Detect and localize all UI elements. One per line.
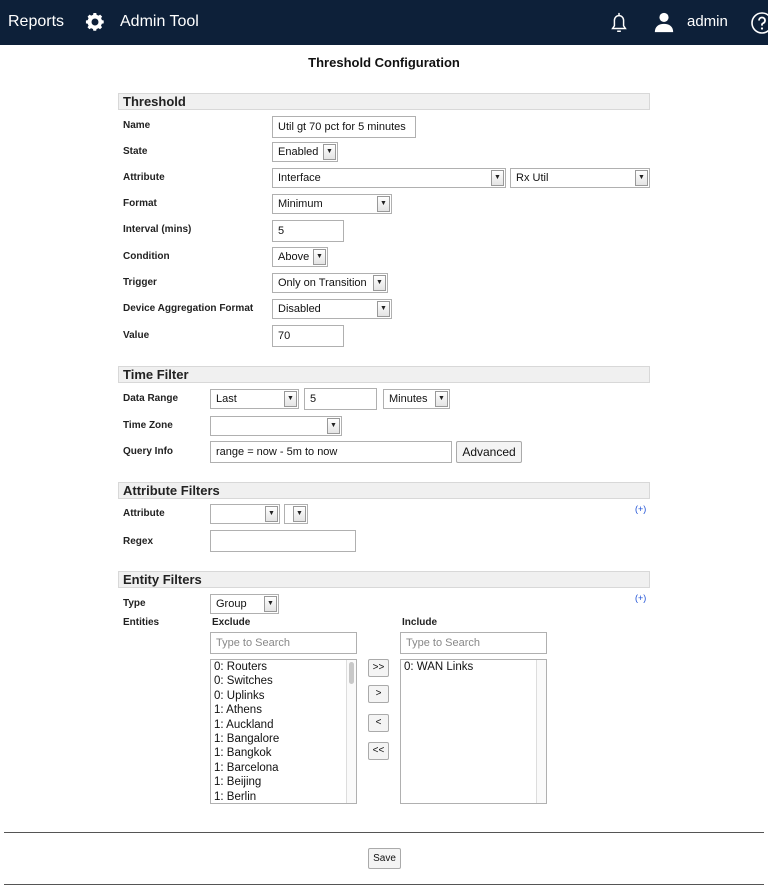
attribute-filters-section-header: Attribute Filters (118, 482, 650, 499)
type-value: Group (216, 598, 247, 610)
list-item[interactable]: 1: Bangalore (214, 733, 280, 746)
time-filter-section-header: Time Filter (118, 366, 650, 383)
query-info-label: Query Info (123, 446, 174, 457)
exclude-search-input[interactable]: Type to Search (210, 632, 357, 654)
save-button[interactable]: Save (368, 848, 401, 869)
range-mode-select[interactable] (210, 389, 299, 409)
regex-label: Regex (123, 536, 154, 547)
chevron-down-icon: ▼ (313, 249, 326, 265)
add-attribute-filter-link[interactable]: (+) (635, 504, 647, 514)
exclude-label: Exclude (212, 617, 251, 628)
threshold-section-header: Threshold (118, 93, 650, 110)
scrollbar-thumb[interactable] (349, 662, 354, 684)
condition-select[interactable] (272, 247, 328, 267)
condition-label: Condition (123, 251, 170, 262)
move-left-button[interactable]: < (368, 714, 389, 732)
trigger-select[interactable] (272, 273, 388, 293)
name-input[interactable]: Util gt 70 pct for 5 minutes (272, 116, 416, 138)
attribute-select[interactable] (272, 168, 506, 188)
chevron-down-icon: ▼ (323, 144, 336, 160)
attribute-metric-value: Rx Util (516, 172, 549, 184)
range-count-input[interactable]: 5 (304, 388, 377, 410)
bell-icon[interactable] (608, 11, 630, 35)
entity-filters-section-header: Entity Filters (118, 571, 650, 588)
chevron-down-icon: ▼ (491, 170, 504, 186)
list-item[interactable]: 0: WAN Links (404, 661, 474, 673)
attribute-label: Attribute (123, 172, 165, 183)
condition-value: Above (278, 251, 310, 263)
user-name[interactable]: admin (687, 13, 728, 30)
aggregation-select[interactable] (272, 299, 392, 319)
exclude-list[interactable] (210, 659, 357, 804)
chevron-down-icon: ▼ (377, 301, 390, 317)
interval-label: Interval (mins) (123, 224, 192, 235)
attr-filter-attribute-select[interactable] (210, 504, 280, 524)
include-search-input[interactable]: Type to Search (400, 632, 547, 654)
state-select[interactable] (272, 142, 338, 162)
type-select[interactable] (210, 594, 279, 614)
list-item[interactable]: 1: Barcelona (214, 761, 279, 774)
attribute-metric-select[interactable] (510, 168, 650, 188)
move-all-left-button[interactable]: << (368, 742, 389, 760)
data-range-label: Data Range (123, 393, 179, 404)
add-entity-filter-link[interactable]: (+) (635, 593, 647, 603)
top-nav-bar (0, 0, 768, 45)
name-label: Name (123, 120, 151, 131)
advanced-button[interactable]: Advanced (456, 441, 522, 463)
chevron-down-icon: ▼ (265, 506, 278, 522)
chevron-down-icon: ▼ (435, 391, 448, 407)
type-label: Type (123, 598, 146, 609)
list-item[interactable]: 1: Auckland (214, 718, 274, 731)
chevron-down-icon: ▼ (373, 275, 386, 291)
nav-reports-link[interactable]: Reports (8, 13, 65, 30)
attribute-value: Interface (278, 172, 321, 184)
time-zone-select[interactable] (210, 416, 342, 436)
aggregation-label: Device Aggregation Format (123, 303, 254, 314)
aggregation-value: Disabled (278, 303, 321, 315)
state-label: State (123, 146, 148, 157)
include-label: Include (402, 617, 438, 628)
entities-label: Entities (123, 617, 160, 628)
gear-icon[interactable] (84, 11, 106, 33)
nav-admin-tool[interactable]: Admin Tool (120, 13, 199, 30)
range-unit-select[interactable] (383, 389, 450, 409)
chevron-down-icon: ▼ (635, 170, 648, 186)
divider (4, 832, 764, 833)
chevron-down-icon: ▼ (264, 596, 277, 612)
move-all-right-button[interactable]: >> (368, 659, 389, 677)
exclude-scrollbar[interactable] (346, 660, 356, 803)
move-right-button[interactable]: > (368, 685, 389, 703)
chevron-down-icon: ▼ (284, 391, 297, 407)
format-value: Minimum (278, 198, 323, 210)
trigger-label: Trigger (123, 277, 157, 288)
chevron-down-icon: ▼ (293, 506, 306, 522)
user-icon[interactable] (653, 11, 675, 33)
list-item[interactable]: 1: Berlin (214, 790, 257, 803)
list-item[interactable]: 1: Athens (214, 704, 262, 717)
chevron-down-icon: ▼ (377, 196, 390, 212)
time-zone-label: Time Zone (123, 420, 173, 431)
range-unit-value: Minutes (389, 393, 428, 405)
format-select[interactable] (272, 194, 392, 214)
interval-input[interactable]: 5 (272, 220, 344, 242)
chevron-down-icon: ▼ (327, 418, 340, 434)
value-label: Value (123, 330, 150, 341)
format-label: Format (123, 198, 157, 209)
trigger-value: Only on Transition (278, 277, 367, 289)
query-info-input[interactable]: range = now - 5m to now (210, 441, 452, 463)
regex-input[interactable] (210, 530, 356, 552)
include-list[interactable] (400, 659, 547, 804)
include-scrollbar[interactable] (536, 660, 546, 803)
value-input[interactable]: 70 (272, 325, 344, 347)
page-title: Threshold Configuration (308, 55, 460, 70)
range-mode-value: Last (216, 393, 237, 405)
attr-filter-operator-select[interactable] (284, 504, 308, 524)
list-item[interactable]: 0: Routers (214, 661, 268, 673)
list-item[interactable]: 1: Beijing (214, 776, 262, 789)
list-item[interactable]: 0: Switches (214, 675, 273, 688)
attr-filter-attribute-label: Attribute (123, 508, 165, 519)
list-item[interactable]: 0: Uplinks (214, 689, 265, 702)
state-value: Enabled (278, 146, 319, 158)
list-item[interactable]: 1: Bangkok (214, 747, 272, 760)
divider (4, 884, 764, 885)
help-icon[interactable] (750, 11, 768, 35)
